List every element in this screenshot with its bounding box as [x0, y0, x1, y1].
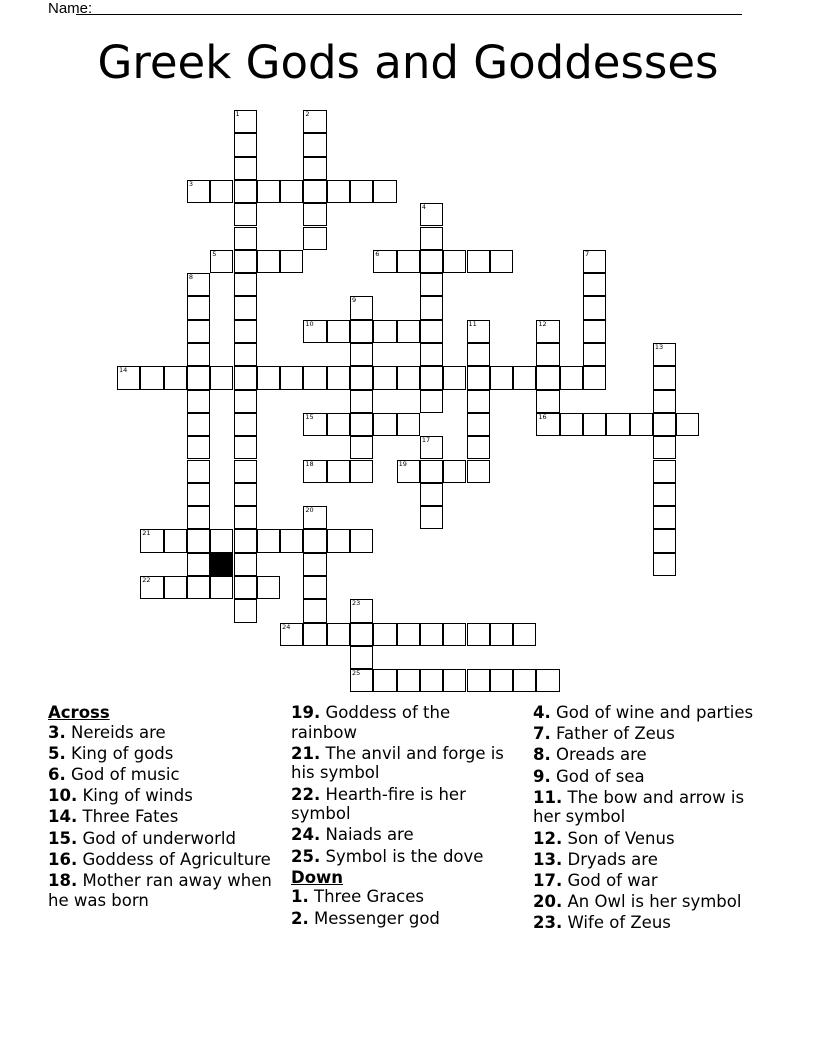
clues-column-2 [291, 703, 513, 930]
grid-cell[interactable] [234, 366, 257, 389]
grid-cell[interactable] [234, 227, 257, 250]
grid-cell[interactable] [350, 529, 373, 552]
grid-cell[interactable] [467, 436, 490, 459]
grid-cell[interactable] [187, 436, 210, 459]
grid-cell[interactable] [164, 366, 187, 389]
grid-cell[interactable] [350, 343, 373, 366]
grid-cell[interactable] [536, 390, 559, 413]
grid-cell[interactable] [350, 390, 373, 413]
grid-cell[interactable] [257, 366, 280, 389]
grid-cell[interactable] [210, 576, 233, 599]
grid-cell[interactable] [350, 296, 373, 319]
grid-cell[interactable] [513, 623, 536, 646]
grid-cell[interactable] [676, 413, 699, 436]
grid-cell[interactable] [560, 413, 583, 436]
clue-number: 22 [142, 576, 151, 584]
grid-cell[interactable] [187, 390, 210, 413]
grid-cell[interactable] [373, 320, 396, 343]
grid-cell[interactable] [513, 669, 536, 692]
grid-cell[interactable] [467, 669, 490, 692]
grid-cell[interactable] [234, 110, 257, 133]
clue-number: 19 [398, 459, 407, 468]
grid-cell[interactable] [490, 250, 513, 273]
grid-cell[interactable] [187, 529, 210, 552]
grid-cell[interactable] [490, 623, 513, 646]
grid-cell[interactable] [140, 529, 163, 552]
grid-cell[interactable] [420, 390, 443, 413]
grid-cell[interactable] [164, 576, 187, 599]
grid-cell[interactable] [490, 669, 513, 692]
grid-cell[interactable] [327, 460, 350, 483]
grid-cell[interactable] [280, 366, 303, 389]
clue-number: 2 [305, 110, 310, 118]
clue-across-25: 25. Symbol is the dove [291, 846, 484, 866]
grid-cell[interactable] [350, 413, 373, 436]
clue-across-21: 21. The anvil and forge is his symbol [291, 743, 504, 783]
clue-down-11: 11. The bow and arrow is her symbol [533, 787, 745, 827]
grid-cell[interactable] [187, 506, 210, 529]
clue-number: 14 [119, 366, 128, 375]
grid-cell[interactable] [653, 506, 676, 529]
grid-cell[interactable] [583, 366, 606, 389]
grid-cell[interactable] [467, 460, 490, 483]
grid-cell[interactable] [467, 623, 490, 646]
clue-across-15: 15. God of underworld [48, 828, 236, 848]
grid-cell[interactable] [443, 460, 466, 483]
grid-cell[interactable] [420, 273, 443, 296]
grid-cell[interactable] [280, 529, 303, 552]
grid-cell-black [210, 553, 233, 576]
grid-cell[interactable] [187, 413, 210, 436]
clues-column-3 [533, 703, 773, 934]
grid-cell[interactable] [234, 483, 257, 506]
grid-cell[interactable] [303, 366, 326, 389]
grid-cell[interactable] [164, 529, 187, 552]
grid-cell[interactable] [210, 366, 233, 389]
grid-cell[interactable] [653, 390, 676, 413]
grid-cell[interactable] [280, 180, 303, 203]
grid-cell[interactable] [257, 250, 280, 273]
clue-across-22: 22. Hearth-fire is her symbol [291, 784, 466, 824]
grid-cell[interactable] [234, 157, 257, 180]
clue-across-16: 16. Goddess of Agriculture [48, 849, 271, 869]
clue-across-10: 10. King of winds [48, 786, 193, 806]
page-title: Greek Gods and Goddesses [97, 36, 719, 89]
grid-cell[interactable] [536, 366, 559, 389]
grid-cell[interactable] [303, 460, 326, 483]
grid-cell[interactable] [583, 273, 606, 296]
grid-cell[interactable] [187, 296, 210, 319]
grid-cell[interactable] [234, 273, 257, 296]
grid-cell[interactable] [257, 529, 280, 552]
grid-cell[interactable] [653, 460, 676, 483]
grid-cell[interactable] [397, 320, 420, 343]
grid-cell[interactable] [210, 250, 233, 273]
grid-cell[interactable] [420, 436, 443, 459]
grid-cell[interactable] [420, 343, 443, 366]
grid-cell[interactable] [350, 180, 373, 203]
clue-number: 15 [305, 412, 314, 421]
across-heading: Across [48, 703, 110, 722]
grid-cell[interactable] [234, 203, 257, 226]
grid-cell[interactable] [187, 366, 210, 389]
grid-cell[interactable] [653, 436, 676, 459]
clue-number: 5 [212, 249, 217, 258]
grid-cell[interactable] [234, 250, 257, 273]
grid-cell[interactable] [560, 366, 583, 389]
clue-number: 9 [352, 296, 357, 305]
grid-cell[interactable] [513, 366, 536, 389]
grid-cell[interactable] [280, 250, 303, 273]
grid-cell[interactable] [303, 599, 326, 622]
grid-cell[interactable] [117, 366, 140, 389]
grid-cell[interactable] [420, 203, 443, 226]
grid-cell[interactable] [327, 529, 350, 552]
clue-number: 17 [421, 436, 431, 445]
grid-cell[interactable] [653, 483, 676, 506]
grid-cell[interactable] [420, 506, 443, 529]
grid-cell[interactable] [397, 623, 420, 646]
grid-cell[interactable] [536, 669, 559, 692]
grid-cell[interactable] [443, 669, 466, 692]
clue-down-23: 23. Wife of Zeus [533, 913, 671, 933]
grid-cell[interactable] [443, 250, 466, 273]
grid-cell[interactable] [350, 460, 373, 483]
grid-cell[interactable] [350, 623, 373, 646]
grid-cell[interactable] [303, 157, 326, 180]
clues-column-1 [48, 703, 278, 912]
grid-cell[interactable] [303, 180, 326, 203]
clue-number: 25 [352, 669, 361, 678]
clue-number: 16 [538, 412, 547, 421]
grid-cell[interactable] [303, 623, 326, 646]
grid-cell[interactable] [303, 227, 326, 250]
grid-cell[interactable] [373, 623, 396, 646]
clue-number: 6 [375, 249, 380, 258]
grid-cell[interactable] [187, 576, 210, 599]
grid-cell[interactable] [443, 366, 466, 389]
clue-across-3: 3. Nereids are [48, 722, 166, 742]
grid-cell[interactable] [327, 413, 350, 436]
down-heading: Down [291, 867, 344, 887]
grid-cell[interactable] [140, 576, 163, 599]
grid-cell[interactable] [350, 646, 373, 669]
clue-across-18: 18. Mother ran away when he was born [48, 870, 272, 910]
name-label: Name: [48, 0, 93, 17]
grid-cell[interactable] [187, 273, 210, 296]
grid-cell[interactable] [467, 390, 490, 413]
clue-across-5: 5. King of gods [48, 743, 174, 763]
grid-cell[interactable] [420, 320, 443, 343]
grid-cell[interactable] [303, 413, 326, 436]
grid-cell[interactable] [397, 460, 420, 483]
grid-cell[interactable] [536, 343, 559, 366]
clue-down-4: 4. God of wine and parties [533, 703, 754, 722]
grid-cell[interactable] [234, 506, 257, 529]
grid-cell[interactable] [234, 320, 257, 343]
grid-cell[interactable] [583, 250, 606, 273]
grid-cell[interactable] [187, 343, 210, 366]
grid-cell[interactable] [350, 669, 373, 692]
grid-cell[interactable] [303, 529, 326, 552]
grid-cell[interactable] [653, 366, 676, 389]
grid-cell[interactable] [373, 366, 396, 389]
grid-cell[interactable] [234, 296, 257, 319]
grid-cell[interactable] [583, 320, 606, 343]
grid-cell[interactable] [467, 366, 490, 389]
clue-number: 1 [235, 110, 240, 118]
grid-cell[interactable] [420, 250, 443, 273]
clue-number: 12 [538, 319, 547, 328]
grid-cell[interactable] [187, 553, 210, 576]
grid-cell[interactable] [234, 390, 257, 413]
clue-down-12: 12. Son of Venus [533, 828, 675, 848]
grid-cell[interactable] [257, 180, 280, 203]
grid-cell[interactable] [234, 180, 257, 203]
clue-number: 21 [142, 529, 151, 538]
clue-across-19: 19. Goddess of the rainbow [291, 703, 451, 742]
clue-down-20: 20. An Owl is her symbol [533, 892, 742, 912]
clue-down-2: 2. Messenger god [291, 908, 440, 928]
clue-number: 13 [654, 343, 664, 351]
grid-cell[interactable] [210, 180, 233, 203]
clue-across-14: 14. Three Fates [48, 807, 179, 827]
grid-cell[interactable] [373, 413, 396, 436]
grid-cell[interactable] [373, 180, 396, 203]
grid-cell[interactable] [653, 553, 676, 576]
clue-down-7: 7. Father of Zeus [533, 724, 675, 744]
clue-number: 23 [352, 599, 361, 608]
grid-cell[interactable] [234, 436, 257, 459]
clue-number: 18 [305, 459, 314, 468]
grid-cell[interactable] [327, 366, 350, 389]
grid-cell[interactable] [420, 227, 443, 250]
grid-cell[interactable] [350, 366, 373, 389]
grid-cell[interactable] [653, 529, 676, 552]
grid-cell[interactable] [234, 133, 257, 156]
grid-cell[interactable] [234, 529, 257, 552]
grid-cell[interactable] [420, 460, 443, 483]
grid-cell[interactable] [373, 669, 396, 692]
grid-cell[interactable] [397, 669, 420, 692]
grid-cell[interactable] [420, 296, 443, 319]
grid-cell[interactable] [327, 320, 350, 343]
grid-cell[interactable] [467, 250, 490, 273]
grid-cell[interactable] [490, 366, 513, 389]
grid-cell[interactable] [420, 366, 443, 389]
grid-cell[interactable] [234, 343, 257, 366]
grid-cell[interactable] [234, 553, 257, 576]
grid-cell[interactable] [187, 320, 210, 343]
clue-number: 7 [585, 249, 590, 258]
grid-cell[interactable] [327, 623, 350, 646]
grid-cell[interactable] [187, 460, 210, 483]
grid-cell[interactable] [443, 623, 466, 646]
clue-down-9: 9. God of sea [533, 766, 645, 786]
grid-cell[interactable] [373, 250, 396, 273]
grid-cell[interactable] [303, 133, 326, 156]
name-field[interactable] [76, 14, 742, 15]
clue-number: 4 [421, 203, 427, 212]
grid-cell[interactable] [420, 483, 443, 506]
grid-cell[interactable] [187, 483, 210, 506]
grid-cell[interactable] [536, 413, 559, 436]
grid-cell[interactable] [350, 436, 373, 459]
grid-cell[interactable] [257, 576, 280, 599]
grid-cell[interactable] [583, 296, 606, 319]
clue-down-1: 1. Three Graces [291, 887, 425, 907]
grid-cell[interactable] [234, 413, 257, 436]
clue-down-17: 17. God of war [533, 870, 658, 890]
grid-cell[interactable] [653, 343, 676, 366]
clue-number: 11 [468, 319, 477, 328]
grid-cell[interactable] [280, 623, 303, 646]
grid-cell[interactable] [397, 366, 420, 389]
clue-across-24: 24. Naiads are [291, 825, 414, 845]
clue-number: 24 [282, 622, 291, 631]
clue-number: 10 [305, 319, 314, 328]
grid-cell[interactable] [187, 180, 210, 203]
grid-cell[interactable] [653, 413, 676, 436]
grid-cell[interactable] [397, 250, 420, 273]
grid-cell[interactable] [303, 506, 326, 529]
clue-number: 8 [188, 273, 194, 282]
clue-number: 3 [188, 179, 194, 188]
grid-cell[interactable] [397, 413, 420, 436]
grid-cell[interactable] [303, 553, 326, 576]
grid-cell[interactable] [327, 180, 350, 203]
clue-down-8: 8. Oreads are [533, 745, 647, 765]
grid-cell[interactable] [303, 203, 326, 226]
grid-cell[interactable] [583, 343, 606, 366]
clue-down-13: 13. Dryads are [533, 849, 658, 869]
grid-cell[interactable] [234, 576, 257, 599]
grid-cell[interactable] [467, 320, 490, 343]
grid-cell[interactable] [536, 320, 559, 343]
grid-cell[interactable] [303, 320, 326, 343]
grid-cell[interactable] [606, 413, 629, 436]
grid-cell[interactable] [234, 599, 257, 622]
grid-cell[interactable] [303, 110, 326, 133]
grid-cell[interactable] [420, 623, 443, 646]
grid-cell[interactable] [350, 599, 373, 622]
clue-number: 20 [305, 506, 314, 515]
clue-across-6: 6. God of music [48, 764, 180, 784]
grid-cell[interactable] [210, 529, 233, 552]
grid-cell[interactable] [234, 460, 257, 483]
grid-cell[interactable] [583, 413, 606, 436]
grid-cell[interactable] [140, 366, 163, 389]
grid-cell[interactable] [467, 343, 490, 366]
grid-cell[interactable] [467, 413, 490, 436]
grid-cell[interactable] [350, 320, 373, 343]
grid-cell[interactable] [630, 413, 653, 436]
grid-cell[interactable] [420, 669, 443, 692]
grid-cell[interactable] [303, 576, 326, 599]
